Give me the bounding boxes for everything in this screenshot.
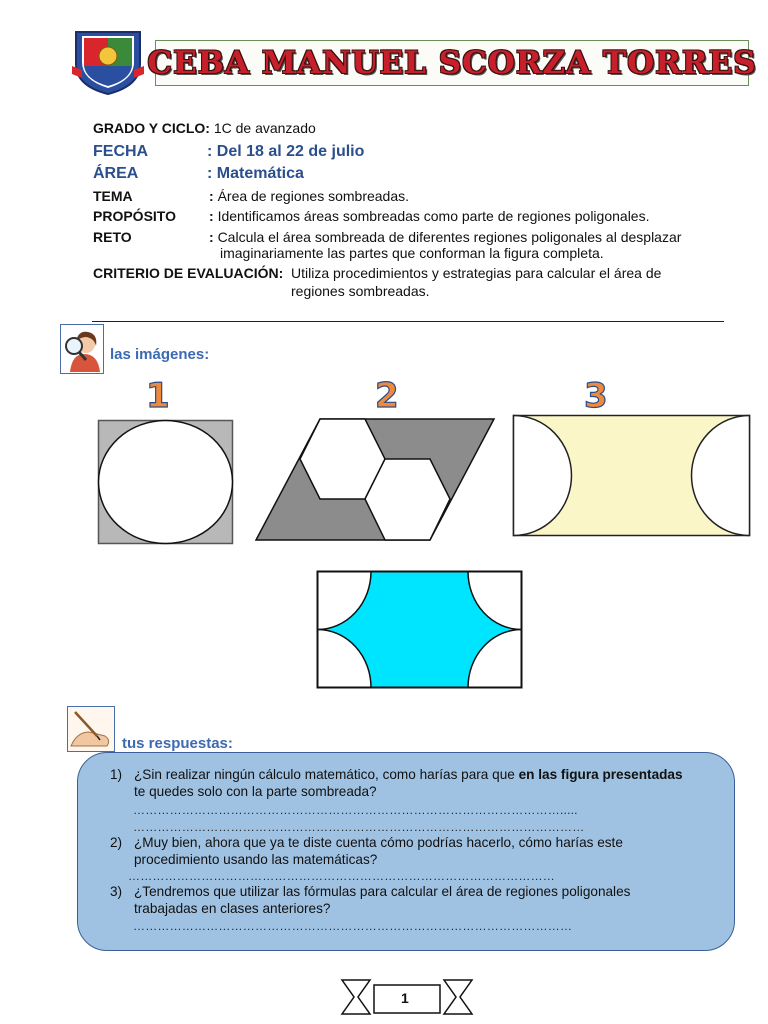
proposito-label: PROPÓSITO: [93, 208, 176, 224]
question-3: [110, 883, 720, 919]
question-3-text-1: ¿Tendremos que utilizar las fórmulas para calcular el área de regiones poligonales: [134, 884, 631, 899]
question-2-text-1: ¿Muy bien, ahora que ya te diste cuenta cómo podrías hacerlo, cómo harías este: [134, 835, 623, 850]
question-2-text: [134, 834, 714, 868]
section-divider: [92, 321, 724, 322]
school-crest-icon: [70, 26, 146, 96]
question-2: [110, 834, 720, 870]
answer-1-line-1[interactable]: …………………………………………………………………………………………….....: [133, 803, 578, 817]
question-1-text-post: te quedes solo con la parte sombreada?: [134, 784, 377, 799]
tema-value: Área de regiones sombreadas.: [217, 188, 410, 204]
criterio-value-1: Utiliza procedimientos y estrategias para calcular el área de: [291, 265, 662, 281]
grado-label: GRADO Y CICLO:: [93, 120, 210, 136]
answer-2-line-1[interactable]: ……………………………………………………………………………………………: [128, 869, 555, 883]
figure-3-rectangle-semicircles: [512, 414, 752, 543]
writing-hand-icon: [67, 706, 115, 752]
question-1-text-bold: en las figura presentadas: [518, 767, 683, 782]
school-name-banner: [147, 40, 757, 86]
figure-2-parallelogram-hexagons: [253, 416, 497, 549]
question-2-text-2: procedimiento usando las matemáticas?: [134, 852, 378, 867]
answers-section-title: tus respuestas:: [122, 735, 233, 752]
reto-colon: :: [209, 229, 214, 245]
question-1-number: 1): [110, 767, 123, 782]
question-3-text: [134, 883, 714, 917]
proposito-colon: :: [209, 208, 214, 224]
criterio-label: CRITERIO DE EVALUACIÓN:: [93, 265, 284, 281]
proposito-row: [209, 208, 649, 224]
tema-row: [209, 188, 409, 204]
page-number: 1: [401, 990, 409, 1006]
reto-label: RETO: [93, 229, 132, 245]
images-section-title: las imágenes:: [110, 346, 210, 363]
school-name: CEBA MANUEL SCORZA TORRES: [147, 45, 757, 81]
reto-row: [209, 229, 681, 245]
question-2-number: 2): [110, 835, 123, 850]
answer-1-line-2[interactable]: …………………………………………………………………………………………………: [133, 820, 585, 834]
reto-value-2: imaginariamente las partes que conforman la figura completa.: [220, 245, 604, 261]
question-1-text: [134, 766, 714, 800]
tema-label: TEMA: [93, 188, 133, 204]
question-1-text-pre: ¿Sin realizar ningún cálculo matemático, como harías para que: [134, 767, 519, 782]
figure-number-1: 1: [146, 376, 170, 416]
area-label: ÁREA: [93, 165, 139, 182]
grado-row: [93, 120, 316, 136]
figure-number-3: 3: [584, 376, 608, 416]
fecha-label: FECHA: [93, 143, 149, 160]
proposito-value: Identificamos áreas sombreadas como parte de regiones poligonales.: [217, 208, 650, 224]
magnifier-girl-icon: [60, 324, 104, 374]
tema-colon: :: [209, 188, 214, 204]
criterio-value-2: regiones sombreadas.: [291, 283, 430, 299]
reto-value-1: Calcula el área sombreada de diferentes regiones poligonales al desplazar: [217, 229, 682, 245]
figure-4-rectangle-quarter-circles: [316, 570, 524, 695]
fecha-value: : Del 18 al 22 de julio: [207, 143, 365, 160]
answers-box: [77, 752, 735, 951]
question-3-text-2: trabajadas en clases anteriores?: [134, 901, 331, 916]
answer-3-line-1[interactable]: ………………………………………………………………………………………………: [133, 919, 573, 933]
grado-value: 1C de avanzado: [213, 120, 316, 136]
area-value: : Matemática: [207, 165, 304, 182]
figure-number-2: 2: [375, 376, 399, 416]
question-1: [110, 766, 720, 826]
question-3-number: 3): [110, 884, 123, 899]
figure-1-square-circle: [97, 419, 235, 552]
